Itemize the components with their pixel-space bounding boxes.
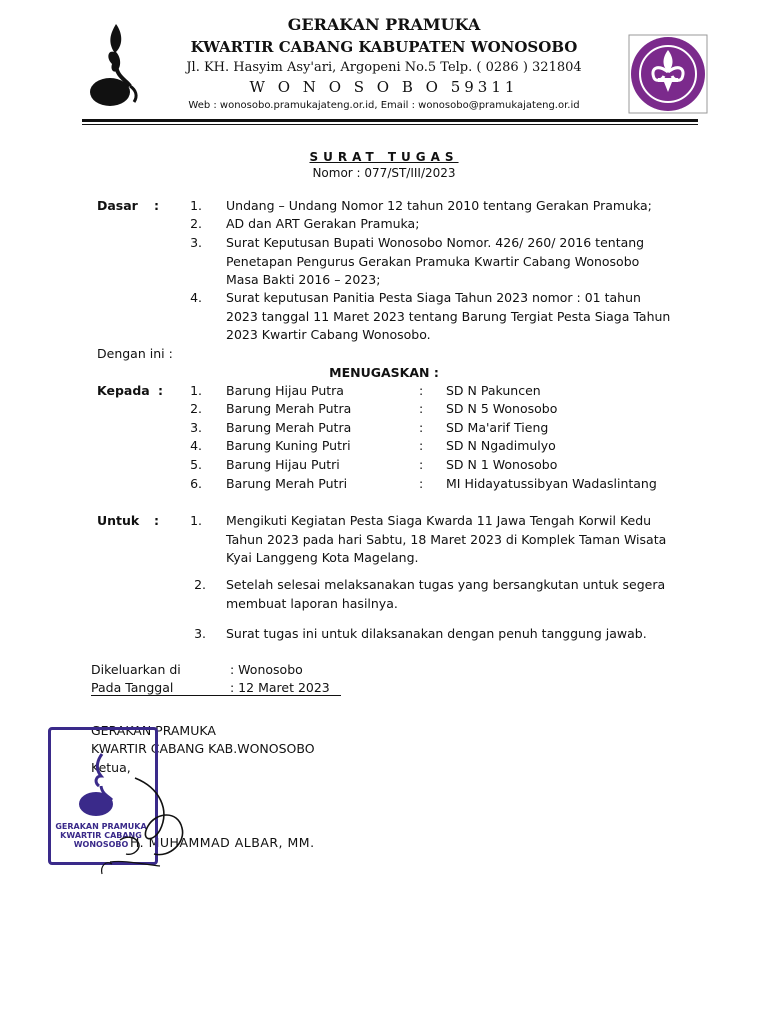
kepada-school: SD N 1 Wonosobo <box>446 457 558 472</box>
letterhead-city-zip: W O N O S O B O 59311 <box>249 78 519 96</box>
dasar-item-1 <box>226 197 678 216</box>
menugaskan-heading: MENUGASKAN : <box>329 365 439 380</box>
kepada-label: Kepada <box>97 383 150 398</box>
header-rule-thick <box>82 119 698 122</box>
dasar-num-2: 2. <box>190 216 202 231</box>
issued-date-value: : 12 Maret 2023 <box>230 680 330 695</box>
dasar-item-3-line: Masa Bakti 2016 – 2023; <box>226 272 381 287</box>
kepada-colon: : <box>158 383 163 398</box>
issued-place-label: Dikeluarkan di <box>91 662 181 677</box>
dasar-item-4-line: 2023 Kwartir Cabang Wonosobo. <box>226 327 431 342</box>
kepada-team: Barung Kuning Putri <box>226 438 351 453</box>
untuk-label: Untuk <box>97 513 140 528</box>
kepada-school: SD N 5 Wonosobo <box>446 401 558 416</box>
kepada-school: SD N Ngadimulyo <box>446 438 556 453</box>
stamp-text-line: KWARTIR CABANG <box>60 831 142 840</box>
untuk-num-1: 1. <box>190 513 202 528</box>
letterhead-web-email: Web : wonosobo.pramukajateng.or.id, Email : wonosobo@pramukajateng.or.id <box>188 100 580 111</box>
kepada-sep: : <box>419 438 424 453</box>
untuk-item-3-line: Surat tugas ini untuk dilaksanakan dengan penuh tanggung jawab. <box>226 626 647 641</box>
signature-branch: KWARTIR CABANG KAB.WONOSOBO <box>91 741 315 756</box>
kepada-school: SD Ma'arif Tieng <box>446 420 549 435</box>
document-title: SURAT TUGAS <box>309 150 459 164</box>
kepada-sep: : <box>419 401 424 416</box>
untuk-item-2 <box>226 576 678 613</box>
issued-date-label: Pada Tanggal <box>91 680 174 695</box>
kepada-team: Barung Merah Putra <box>226 420 352 435</box>
issued-place-value: : Wonosobo <box>230 662 303 677</box>
untuk-item-1-line: Mengikuti Kegiatan Pesta Siaga Kwarda 11 Jawa Tengah Korwil Kedu <box>226 513 652 528</box>
signature-role: Ketua, <box>91 760 131 775</box>
dasar-item-4-line: 2023 tanggal 11 Maret 2023 tentang Barung Tergiat Pesta Siaga Tahun <box>226 308 671 324</box>
dengan-ini-text: Dengan ini : <box>97 346 173 361</box>
untuk-item-1-line: Kyai Langgeng Kota Magelang. <box>226 550 419 565</box>
untuk-item-3 <box>226 625 678 644</box>
signature-org: GERAKAN PRAMUKA <box>91 723 216 738</box>
kepada-sep: : <box>419 457 424 472</box>
dasar-item-4-line: Surat keputusan Panitia Pesta Siaga Tahun 2023 nomor : 01 tahun <box>226 290 641 305</box>
dasar-colon: : <box>154 198 159 213</box>
dasar-item-3-line: Surat Keputusan Bupati Wonosobo Nomor. 426/ 260/ 2016 tentang <box>226 235 645 250</box>
untuk-item-2-line: Setelah selesai melaksanakan tugas yang bersangkutan untuk segera <box>226 577 666 592</box>
stamp-text-line: WONOSOBO <box>73 840 129 849</box>
untuk-num-3: 3. <box>194 626 206 641</box>
kepada-school: SD N Pakuncen <box>446 383 541 398</box>
kepada-num: 3. <box>190 420 202 435</box>
dasar-label: Dasar <box>97 198 138 213</box>
untuk-colon: : <box>154 513 159 528</box>
dasar-item-2-line: AD dan ART Gerakan Pramuka; <box>226 216 420 231</box>
kepada-school: MI Hidayatussibyan Wadaslintang <box>446 476 657 491</box>
dasar-item-2 <box>226 215 678 234</box>
letterhead-org: GERAKAN PRAMUKA <box>287 15 481 34</box>
untuk-num-2: 2. <box>194 577 206 592</box>
letterhead-branch: KWARTIR CABANG KABUPATEN WONOSOBO <box>190 38 578 56</box>
kepada-team: Barung Hijau Putri <box>226 457 340 472</box>
kepada-sep: : <box>419 476 424 491</box>
dasar-item-3-line: Penetapan Pengurus Gerakan Pramuka Kwartir Cabang Wonosobo <box>226 253 640 269</box>
kepada-num: 2. <box>190 401 202 416</box>
dasar-num-1: 1. <box>190 198 202 213</box>
kepada-num: 1. <box>190 383 202 398</box>
handwritten-signature <box>90 770 200 880</box>
dasar-item-1-line: Undang – Undang Nomor 12 tahun 2010 tentang Gerakan Pramuka; <box>226 198 652 213</box>
kepada-num: 4. <box>190 438 202 453</box>
issued-underline <box>91 695 341 696</box>
document-number: Nomor : 077/ST/III/2023 <box>312 166 456 180</box>
untuk-item-2-line: membuat laporan hasilnya. <box>226 595 398 611</box>
kepada-num: 5. <box>190 457 202 472</box>
dasar-num-3: 3. <box>190 235 202 250</box>
untuk-item-1-line: Tahun 2023 pada hari Sabtu, 18 Maret 2023 di Komplek Taman Wisata <box>226 531 667 547</box>
kepada-num: 6. <box>190 476 202 491</box>
untuk-item-1 <box>226 512 678 568</box>
signature-name: H. MUHAMMAD ALBAR, MM. <box>130 835 315 850</box>
letterhead-address: Jl. KH. Hasyim Asy'ari, Argopeni No.5 Telp. ( 0286 ) 321804 <box>186 60 582 75</box>
header-rule-thin <box>82 124 698 125</box>
kepada-team: Barung Merah Putra <box>226 401 352 416</box>
stamp-text-line: GERAKAN PRAMUKA <box>55 822 147 831</box>
kepada-team: Barung Merah Putri <box>226 476 348 491</box>
dasar-item-3 <box>226 234 678 290</box>
dasar-item-4 <box>226 289 678 345</box>
kepada-sep: : <box>419 420 424 435</box>
kepada-team: Barung Hijau Putra <box>226 383 344 398</box>
kepada-sep: : <box>419 383 424 398</box>
dasar-num-4: 4. <box>190 290 202 305</box>
